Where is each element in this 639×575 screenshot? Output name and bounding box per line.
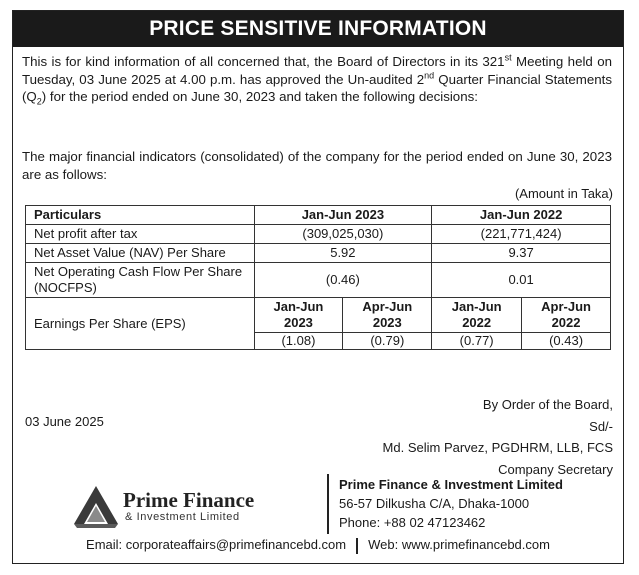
signature-line: Sd/- xyxy=(589,418,613,434)
table-row xyxy=(26,263,611,298)
table-row xyxy=(26,225,611,244)
eps-period: Apr-Jun 2023 xyxy=(343,298,432,333)
contact-bar xyxy=(13,537,623,554)
eps-value: (1.08) xyxy=(254,333,343,350)
eps-period-row xyxy=(26,298,611,333)
company-address: 56-57 Dilkusha C/A, Dhaka-1000 xyxy=(339,496,530,511)
signature-line: By Order of the Board, xyxy=(482,397,613,412)
row-value-2022: (221,771,424) xyxy=(432,225,611,244)
signature-line: Company Secretary xyxy=(498,461,613,477)
notice-date: 03 June 2025 xyxy=(25,414,104,429)
company-name: Prime Finance & Investment Limited xyxy=(339,477,563,492)
row-value-2022: 9.37 xyxy=(432,244,611,263)
notice-frame xyxy=(12,10,624,564)
amount-note: (Amount in Taka) xyxy=(514,186,613,201)
eps-value: (0.79) xyxy=(343,333,432,350)
company-address-block xyxy=(339,475,563,532)
eps-value: (0.77) xyxy=(432,333,522,350)
prime-finance-logo-icon xyxy=(71,484,121,528)
row-label: Net Operating Cash Flow Per Share (NOCFPS) xyxy=(26,263,255,298)
logo-subtitle: & Investment Limited xyxy=(125,511,240,523)
row-label: Net Asset Value (NAV) Per Share xyxy=(26,244,255,263)
notice-title: PRICE SENSITIVE INFORMATION xyxy=(13,11,623,47)
row-value-2023: (0.46) xyxy=(254,263,432,298)
eps-value: (0.43) xyxy=(522,333,611,350)
financial-indicators-table xyxy=(25,205,611,350)
row-value-2023: 5.92 xyxy=(254,244,432,263)
intro-paragraph: This is for kind information of all concerned that, the Board of Directors in its 321st Meeting held on Tuesday, 03 June 2025 at 4.00 p.m. has approved the Un-audited 2nd Quarter Financial Statements $(Q_2)$ for the period ended on June 30, 2023 and taken the following decisions: xyxy=(22,52,612,107)
row-value-2023: (309,025,030) xyxy=(254,225,432,244)
header-particulars: Particulars xyxy=(26,206,255,225)
eps-period: Apr-Jun 2022 xyxy=(522,298,611,333)
header-2022: Jan-Jun 2022 xyxy=(432,206,611,225)
contact-web[interactable]: Web: www.primefinancebd.com xyxy=(368,537,550,552)
logo-name: Prime Finance xyxy=(123,488,255,512)
company-phone: Phone: +88 02 47123462 xyxy=(339,515,486,530)
header-2023: Jan-Jun 2023 xyxy=(254,206,432,225)
eps-period: Jan-Jun 2023 xyxy=(254,298,343,333)
eps-period: Jan-Jun 2022 xyxy=(432,298,522,333)
signature-block xyxy=(383,394,613,480)
indicators-paragraph: The major financial indicators (consolidated) of the company for the period ended on June 30, 2023 are as follows: xyxy=(22,149,612,182)
eps-label: Earnings Per Share (EPS) xyxy=(26,298,255,350)
contact-separator xyxy=(356,538,358,554)
divider xyxy=(327,474,329,534)
row-label: Net profit after tax xyxy=(26,225,255,244)
table-row xyxy=(26,244,611,263)
row-value-2022: 0.01 xyxy=(432,263,611,298)
table-header-row xyxy=(26,206,611,225)
signature-line: Md. Selim Parvez, PGDHRM, LLB, FCS xyxy=(382,440,613,455)
contact-email[interactable]: Email: corporateaffairs@primefinancebd.com xyxy=(86,537,347,552)
